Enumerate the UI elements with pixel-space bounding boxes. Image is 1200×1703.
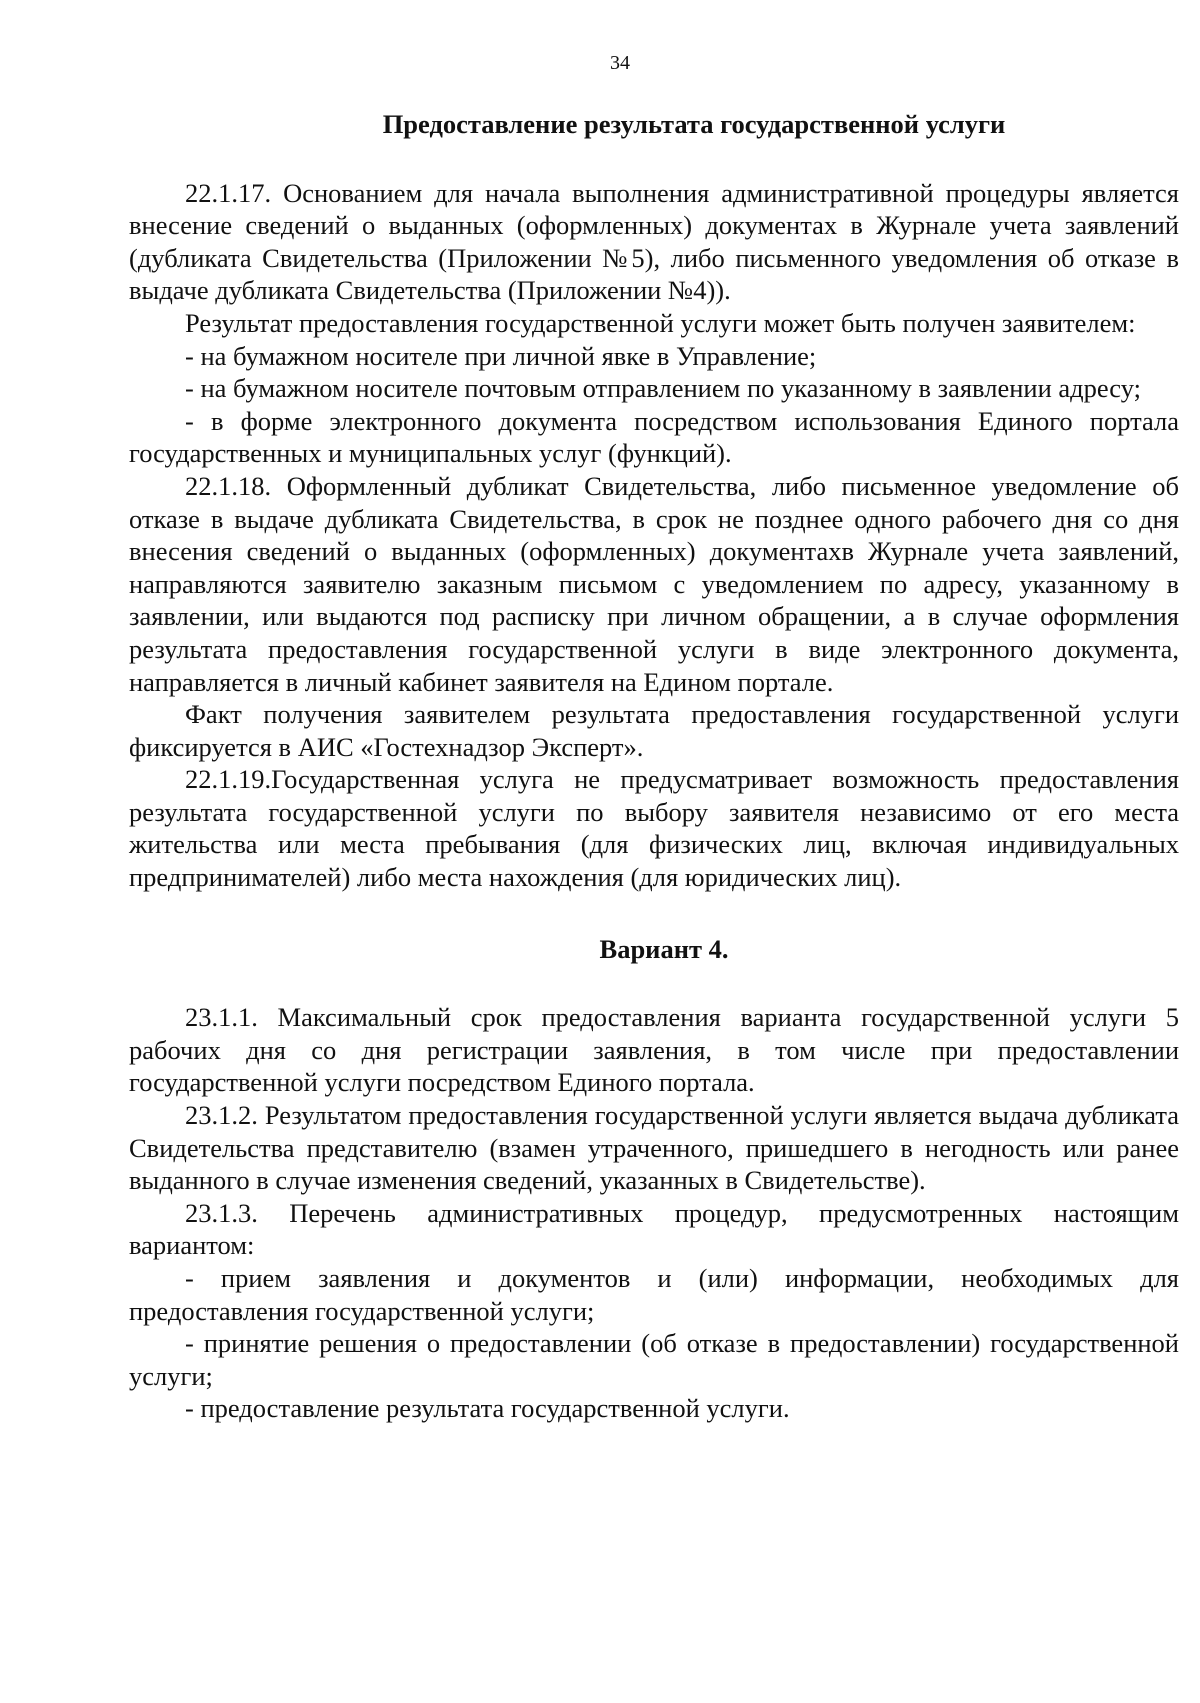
section-heading-result: Предоставление результата государственной услуги [382,109,1006,139]
section-heading-variant-4: Вариант 4. [599,933,729,964]
list-item: - прием заявления и документов и (или) информации, необходимых для предоставления государственной услуги; [129,1263,1179,1326]
paragraph: Результат предоставления государственной услуги может быть получен заявителем: [185,307,1136,338]
paragraph: 22.1.19.Государственная услуга не предусматривает возможность предоставления результата государственной услуги по выбору заявителя независимо от его места жительства или места пребывания (для физических лиц, включая индивидуальных предпринимателей) либо места нахождения (для юридических лиц). [129,764,1179,893]
paragraph: 23.1.1. Максимальный срок предоставления варианта государственной услуги 5 рабочих дня со дня регистрации заявления, в том числе при предоставлении государственной услуги посредством Единого портала. [129,1002,1179,1098]
paragraph: 22.1.18. Оформленный дубликат Свидетельства, либо письменное уведомление об отказе в выдаче дубликата Свидетельства, в срок не позднее одного рабочего дня со дня внесения сведений о выданных (оформленных) документахв Журнале учета заявлений, направляются заявителю заказным письмом с уведомлением по адресу, указанному в заявлении, или выдаются под расписку при личном обращении, а в случае оформления результата предоставления государственной услуги в виде электронного документа, направляется в личный кабинет заявителя на Едином портале. [129,470,1179,697]
paragraph: 22.1.17. Основанием для начала выполнения административной процедуры является внесение сведений о выданных (оформленных) документах в Журнале учета заявлений (дубликата Свидетельства (Приложении №5), либо письменного уведомления об отказе в выдаче дубликата Свидетельства (Приложении №4)). [129,177,1179,306]
paragraph: 23.1.2. Результатом предоставления государственной услуги является выдача дубликата Свидетельства представителю (взамен утраченного, пришедшего в негодность или ранее выданного в случае изменения сведений, указанных в Свидетельстве). [129,1100,1179,1196]
list-item: - в форме электронного документа посредством использования Единого портала государственных и муниципальных услуг (функций). [129,405,1179,469]
page-number: 34 [610,52,630,74]
list-item: - принятие решения о предоставлении (об отказе в предоставлении) государственной услуги; [129,1328,1179,1391]
list-item: - на бумажном носителе почтовым отправлением по указанному в заявлении адресу; [185,373,1141,404]
paragraph: 23.1.3. Перечень административных процедур, предусмотренных настоящим вариантом: [129,1197,1179,1261]
document-body [129,108,1179,1425]
list-item: - предоставление результата государственной услуги. [185,1393,790,1424]
paragraph: Факт получения заявителем результата предоставления государственной услуги фиксируется в АИС «Гостехнадзор Эксперт». [129,699,1179,762]
list-item: - на бумажном носителе при личной явке в Управление; [185,340,817,371]
